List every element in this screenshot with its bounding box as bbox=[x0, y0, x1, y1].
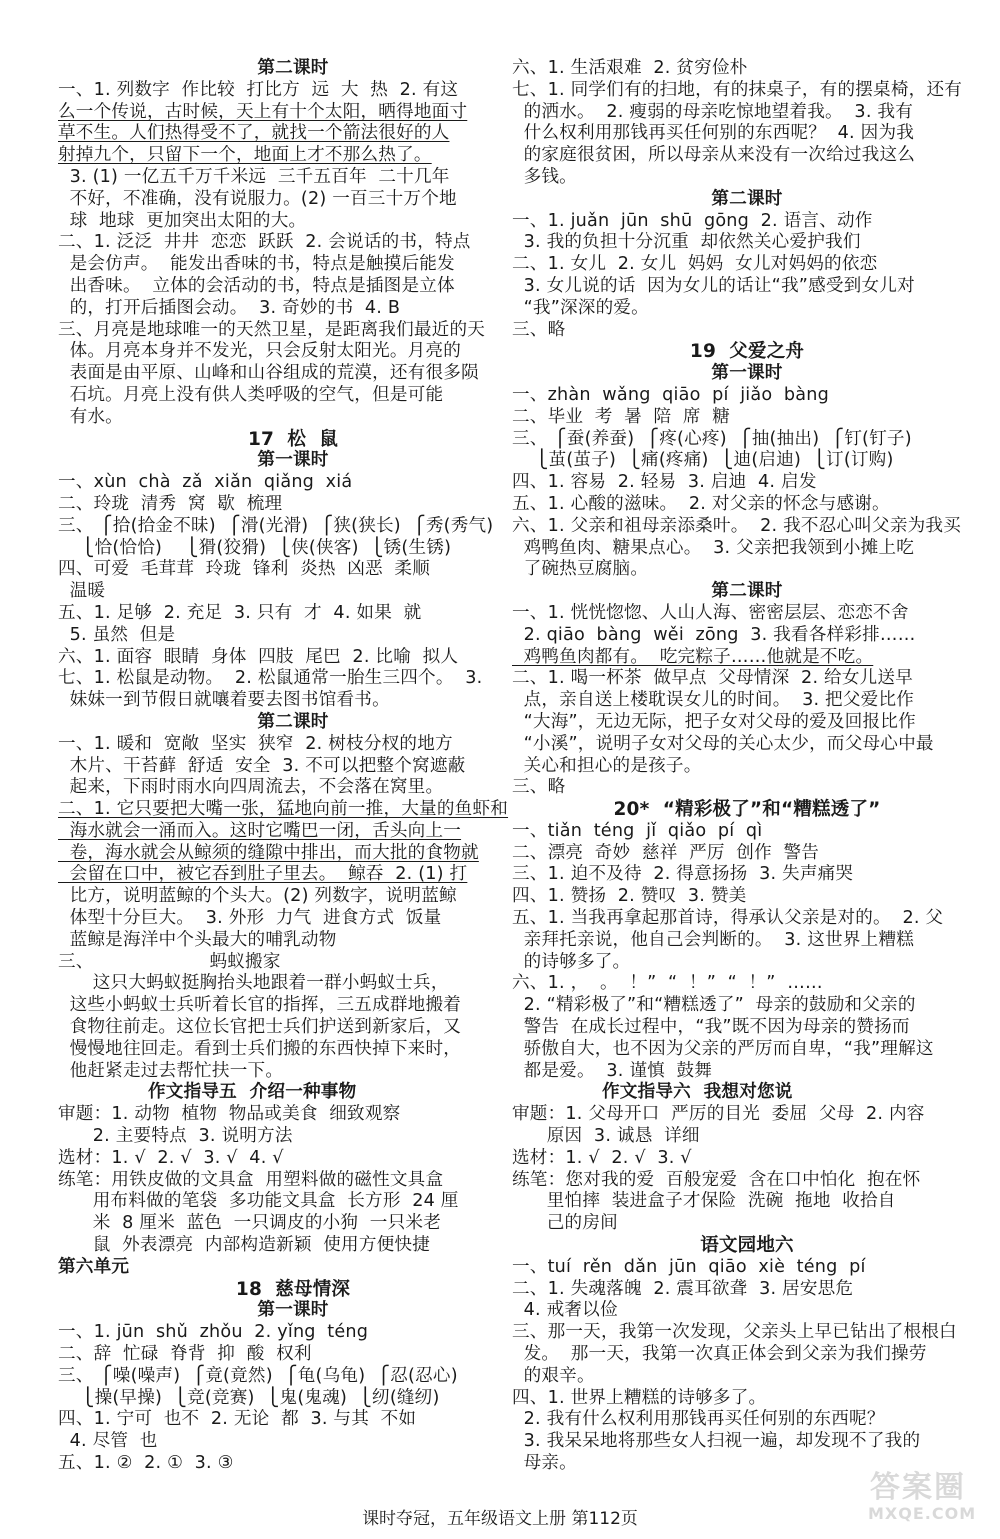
answer-line: 三、 ⎧拾(拾金不昧) ⎧滑(光滑) ⎧狭(狭长) ⎧秀(秀气) bbox=[58, 515, 494, 536]
answer-line: 这些小蚂蚁士兵听着长官的指挥，三五成群地搬着 bbox=[58, 995, 462, 1016]
answer-line: 一、1. juǎn jūn shū gōng 2. 语言、动作 bbox=[512, 210, 873, 231]
unit-heading: 第六单元 bbox=[58, 1256, 130, 1277]
answer-line: 六、1. 面容 眼睛 身体 四肢 尾巴 2. 比喻 拟人 bbox=[58, 646, 459, 667]
answer-line: 三、月亮是地球唯一的天然卫星，是距离我们最近的天 bbox=[58, 319, 486, 340]
answer-line: 蓝鲸是海洋中个头最大的哺乳动物 bbox=[58, 929, 337, 950]
answer-line: 木片、干苔藓 舒适 安全 3. 不可以把整个窝遮蔽 bbox=[58, 755, 466, 776]
answer-line: 多钱。 bbox=[512, 166, 577, 187]
answer-line: 的诗够多了。 bbox=[512, 951, 631, 972]
answer-line: “我”深深的爱。 bbox=[512, 297, 649, 318]
answer-line: 一、1. jūn shǔ zhǒu 2. yǐng téng bbox=[58, 1322, 369, 1343]
answer-line: 四、1. 宁可 也不 2. 无论 都 3. 与其 不如 bbox=[58, 1409, 417, 1430]
lesson-period-heading: 第二课时 bbox=[257, 711, 329, 732]
answer-line: 一、1. 暖和 宽敞 坚实 狭窄 2. 树枝分杈的地方 bbox=[58, 733, 453, 754]
answer-line: 4. 尽管 也 bbox=[58, 1431, 158, 1452]
answer-line: 石坑。月亮上没有供人类呼吸的空气，但是可能 bbox=[58, 384, 444, 405]
answer-line: 的，打开后插图会动。 3. 奇妙的书 4. B bbox=[58, 297, 401, 318]
answer-line: 二、1. 喝一杯茶 做早点 父母情深 2. 给女儿送早 bbox=[512, 668, 914, 689]
answer-line: 二、毕业 考 暑 陪 席 糖 bbox=[512, 406, 731, 427]
answer-line: 二、1. 它只要把大嘴一张，猛地向前一推，大量的鱼虾和 bbox=[58, 799, 509, 820]
answer-line: 草不生。人们热得受不了，就找一个箭法很好的人 bbox=[58, 123, 450, 144]
answer-line: 米 8 厘米 蓝色 一只调皮的小狗 一只米老 bbox=[58, 1213, 441, 1234]
answer-line: ⎩恰(恰恰) ⎩猾(狡猾) ⎩侠(侠客) ⎩锈(生锈) bbox=[58, 537, 452, 558]
answer-line: “小溪”，说明子女对父母的关心太少，而父母心中最 bbox=[512, 733, 934, 754]
answer-line: 用布料做的笔袋 多功能文具盒 长方形 24 厘 bbox=[58, 1191, 459, 1212]
answer-line: “大海”，无边无际，把子女对父母的爱及回报比作 bbox=[512, 711, 916, 732]
answer-line: 五、1. 足够 2. 充足 3. 只有 才 4. 如果 就 bbox=[58, 602, 422, 623]
answer-line: 三、 蚂蚁搬家 bbox=[58, 951, 281, 972]
answer-line: 2. qiāo bàng wěi zōng 3. 我看各样彩排…… bbox=[512, 624, 916, 645]
watermark-logo bbox=[858, 1460, 988, 1532]
answer-line: 温暖 bbox=[58, 581, 106, 602]
left-column bbox=[58, 58, 528, 1475]
answer-line: 骄傲自大，也不因为父亲的严厉而自卑，“我”理解这 bbox=[512, 1038, 934, 1059]
watermark-title: 答案圈 bbox=[870, 1470, 966, 1505]
answer-line: 有水。 bbox=[58, 406, 123, 427]
answer-line: 三、那一天，我第一次发现，父亲头上早已钻出了根根白 bbox=[512, 1322, 957, 1343]
answer-line: 么一个传说，古时候，天上有十个太阳，晒得地面寸 bbox=[58, 101, 468, 122]
lesson-title: 19 父爱之舟 bbox=[689, 341, 805, 363]
answer-line: 2. “精彩极了”和“糟糕透了” 母亲的鼓励和父亲的 bbox=[512, 995, 916, 1016]
answer-line: 五、1. ② 2. ① 3. ③ bbox=[58, 1453, 234, 1473]
answer-line: 亲拜托亲说，他自己会判断的。 3. 这世界上糟糕 bbox=[512, 929, 915, 950]
answer-line: 出香味。 立体的会活动的书，特点是插图是立体 bbox=[58, 275, 455, 296]
answer-line: 一、tuí rěn dǎn jūn qiāo xiè téng pí bbox=[512, 1256, 866, 1277]
answer-line: 原因 3. 诚恳 详细 bbox=[512, 1126, 700, 1147]
answer-line: 六、1. 父亲和祖母亲添桑叶。 2. 我不忍心叫父亲为我买 bbox=[512, 515, 962, 536]
answer-line: 的洒水。 2. 瘦弱的母亲吃惊地望着我。 3. 我有 bbox=[512, 101, 914, 122]
answer-line: 食物往前走。这位长官把士兵们护送到新家后，又 bbox=[58, 1017, 462, 1038]
composition-heading: 作文指导六 我想对您说 bbox=[602, 1082, 793, 1103]
answer-line: 3. 我的负担十分沉重 却依然关心爱护我们 bbox=[512, 232, 861, 253]
answer-line: 射掉九个，只留下一个，地面上才不那么热了。 bbox=[58, 145, 432, 166]
answer-line: 卷，海水就会从鲸须的缝隙中排出，而大批的食物就 bbox=[58, 842, 479, 863]
answer-line: 不好，不准确，没有说服力。(2) 一百三十万个地 bbox=[58, 188, 457, 209]
answer-line: 鼠 外表漂亮 内部构造新颖 使用方便快捷 bbox=[58, 1235, 431, 1256]
answer-line: ⎩操(早操) ⎩竞(竞赛) ⎩鬼(鬼魂) ⎩纫(缝纫) bbox=[58, 1387, 440, 1408]
answer-line: 一、xùn chà zǎ xiǎn qiǎng xiá bbox=[58, 472, 353, 493]
watermark-url: MXQE.COM bbox=[868, 1504, 977, 1523]
answer-line: 慢慢地往回走。看到士兵们搬的东西快掉下来时， bbox=[58, 1038, 462, 1059]
answer-line: 三、 ⎧噪(噪声) ⎧竟(竟然) ⎧龟(乌龟) ⎧忍(忍心) bbox=[58, 1365, 458, 1386]
answer-line: 二、1. 泛泛 井井 恋恋 跃跃 2. 会说话的书，特点 bbox=[58, 232, 471, 253]
lesson-title: 20* “精彩极了”和“糟糕透了” bbox=[613, 799, 881, 821]
answer-line: 五、1. 心酸的滋味。 2. 对父亲的怀念与感谢。 bbox=[512, 493, 890, 514]
answer-line: 四、1. 世界上糟糕的诗够多了。 bbox=[512, 1387, 767, 1408]
answer-line: 七、1. 松鼠是动物。 2. 松鼠通常一胎生三四个。 3. bbox=[58, 668, 483, 689]
answer-line: 一、1. 恍恍惚惚、人山人海、密密层层、恋恋不舍 bbox=[512, 602, 909, 623]
answer-line: 体。月亮本身并不发光，只会反射太阳光。月亮的 bbox=[58, 341, 462, 362]
answer-line: 的艰辛。 bbox=[512, 1365, 595, 1386]
answer-line: 都是爱。 3. 谨慎 鼓舞 bbox=[512, 1060, 713, 1081]
answer-line: 四、1. 赞扬 2. 赞叹 3. 赞美 bbox=[512, 886, 747, 907]
answer-line: 六、1. ， 。 ！” “ ！” “ ！” …… bbox=[512, 973, 823, 994]
answer-line: 四、1. 容易 2. 轻易 3. 启迪 4. 启发 bbox=[512, 472, 817, 493]
answer-line: 练笔：用铁皮做的文具盒 用塑料做的磁性文具盒 bbox=[58, 1169, 444, 1190]
answer-line: 3. 女儿说的话 因为女儿的话让“我”感受到女儿对 bbox=[512, 275, 915, 296]
answer-line: 什么权利用那钱再买任何别的东西呢？ 4. 因为我 bbox=[512, 123, 915, 144]
answer-line: 他赶紧走过去帮忙扶一下。 bbox=[58, 1060, 284, 1081]
answer-line: ⎩茧(茧子) ⎩痛(疼痛) ⎩迪(启迪) ⎩订(订购) bbox=[512, 450, 894, 471]
answer-line: 警告 在成长过程中，“我”既不因为母亲的赞扬而 bbox=[512, 1017, 910, 1038]
answer-line: 审题：1. 动物 植物 物品或美食 细致观察 bbox=[58, 1104, 401, 1125]
answer-line: 2. 主要特点 3. 说明方法 bbox=[58, 1126, 293, 1147]
answer-line: 点，亲自送上楼耽误女儿的时间。 3. 把父爱比作 bbox=[512, 690, 915, 711]
page-footer: 课时夺冠，五年级语文上册 第112页 bbox=[362, 1509, 638, 1529]
lesson-title: 18 慈母情深 bbox=[235, 1278, 351, 1300]
answer-line: 3. 我呆呆地将那些女人扫视一遍，却发现不了我的 bbox=[512, 1431, 921, 1452]
lesson-period-heading: 第一课时 bbox=[711, 363, 783, 384]
answer-line: 七、1. 同学们有的扫地，有的抹桌子，有的摆桌椅，还有 bbox=[512, 79, 963, 100]
answer-line: 二、辞 忙碌 脊背 抑 酸 权利 bbox=[58, 1344, 312, 1365]
lesson-period-heading: 第二课时 bbox=[711, 581, 783, 602]
answer-line: 体型十分巨大。 3. 外形 力气 进食方式 饭量 bbox=[58, 908, 442, 929]
answer-line: 审题：1. 父母开口 严厉的目光 委屈 父母 2. 内容 bbox=[512, 1104, 925, 1125]
answer-line: 一、tiǎn téng jǐ qiǎo pí qì bbox=[512, 820, 763, 841]
answer-line: 母亲。 bbox=[512, 1453, 577, 1473]
answer-line: 选材：1. √ 2. √ 3. √ bbox=[512, 1147, 692, 1168]
answer-line: 二、1. 女儿 2. 女儿 妈妈 女儿对妈妈的依恋 bbox=[512, 254, 878, 275]
answer-line: 二、1. 失魂落魄 2. 震耳欲聋 3. 居安思危 bbox=[512, 1278, 854, 1299]
answer-line: 海水就会一涌而入。这时它嘴巴一闭，舌头向上一 bbox=[58, 820, 462, 841]
answer-line: 三、 ⎧蚕(养蚕) ⎧疼(心疼) ⎧抽(抽出) ⎧钉(钉子) bbox=[512, 428, 912, 449]
lesson-period-heading: 第一课时 bbox=[257, 1300, 329, 1321]
lesson-title: 17 松 鼠 bbox=[247, 428, 339, 450]
answer-line: 练笔：您对我的爱 百般宠爱 含在口中怕化 抱在怀 bbox=[512, 1169, 921, 1190]
answer-line: 发。 那一天，我第一次真正体会到父亲为我们操劳 bbox=[512, 1344, 927, 1365]
answer-line: 了碗热豆腐脑。 bbox=[512, 559, 649, 580]
lesson-period-heading: 第二课时 bbox=[711, 188, 783, 209]
answer-line: 六、1. 生活艰难 2. 贫穷俭朴 bbox=[512, 58, 748, 78]
answer-line: 球 地球 更加突出太阳的大。 bbox=[58, 210, 307, 231]
answer-line: 三、1. 迫不及待 2. 得意扬扬 3. 失声痛哭 bbox=[512, 864, 854, 885]
lesson-title: 语文园地六 bbox=[700, 1235, 794, 1257]
answer-line: 三、略 bbox=[512, 777, 566, 798]
answer-line: 是会仿声。 能发出香味的书，特点是触摸后能发 bbox=[58, 254, 455, 275]
answer-line: 二、玲珑 清秀 窝 歇 梳理 bbox=[58, 493, 283, 514]
answer-line: 妹妹一到节假日就嚷着要去图书馆看书。 bbox=[58, 690, 390, 711]
answer-line: 一、1. 列数字 作比较 打比方 远 大 热 2. 有这 bbox=[58, 79, 459, 100]
answer-line: 起来，下雨时雨水向四周流去，不会落在窝里。 bbox=[58, 777, 444, 798]
right-column bbox=[512, 58, 982, 1475]
answer-line: 选材：1. √ 2. √ 3. √ 4. √ bbox=[58, 1147, 284, 1168]
answer-line: 关心和担心的是孩子。 bbox=[512, 755, 702, 776]
composition-heading: 作文指导五 介绍一种事物 bbox=[148, 1082, 357, 1103]
answer-line: 这只大蚂蚁挺胸抬头地跟着一群小蚂蚁士兵， bbox=[58, 973, 449, 994]
answer-line: 4. 戒奢以俭 bbox=[512, 1300, 618, 1321]
lesson-period-heading: 第一课时 bbox=[257, 450, 329, 471]
answer-line: 比方，说明蓝鲸的个头大。(2) 列数字，说明蓝鲸 bbox=[58, 886, 457, 907]
answer-line: 2. 我有什么权利用那钱再买任何别的东西呢？ bbox=[512, 1409, 885, 1430]
answer-line: 二、漂亮 奇妙 慈祥 严厉 创作 警告 bbox=[512, 842, 820, 863]
answer-line: 的家庭很贫困，所以母亲从来没有一次给过我这么 bbox=[512, 145, 916, 166]
answer-line: 里怕摔 装进盒子才保险 洗碗 拖地 收拾自 bbox=[512, 1191, 896, 1212]
answer-line: 三、略 bbox=[512, 319, 566, 340]
answer-line: 一、zhàn wǎng qiāo pí jiǎo bàng bbox=[512, 384, 829, 405]
answer-line: 表面是由平原、山峰和山谷组成的荒漠，还有很多陨 bbox=[58, 363, 479, 384]
answer-line: 会留在口中，被它吞到肚子里去。 鲸吞 2. (1) 打 bbox=[58, 864, 468, 885]
answer-line: 鸡鸭鱼肉、糖果点心。 3. 父亲把我领到小摊上吃 bbox=[512, 537, 915, 558]
answer-line: 五、1. 当我再拿起那首诗，得承认父亲是对的。 2. 父 bbox=[512, 908, 944, 929]
answer-line: 己的房间 bbox=[512, 1213, 618, 1234]
answer-line: 四、可爱 毛茸茸 玲珑 锋利 炎热 凶恶 柔顺 bbox=[58, 559, 431, 580]
answer-line: 5. 虽然 但是 bbox=[58, 624, 176, 645]
answer-line: 3. (1) 一亿五千万千米远 三千五百年 二十几年 bbox=[58, 166, 450, 187]
lesson-period-heading: 第二课时 bbox=[257, 58, 329, 78]
answer-line: 鸡鸭鱼肉都有。 吃完粽子……他就是不吃。 bbox=[512, 646, 874, 667]
